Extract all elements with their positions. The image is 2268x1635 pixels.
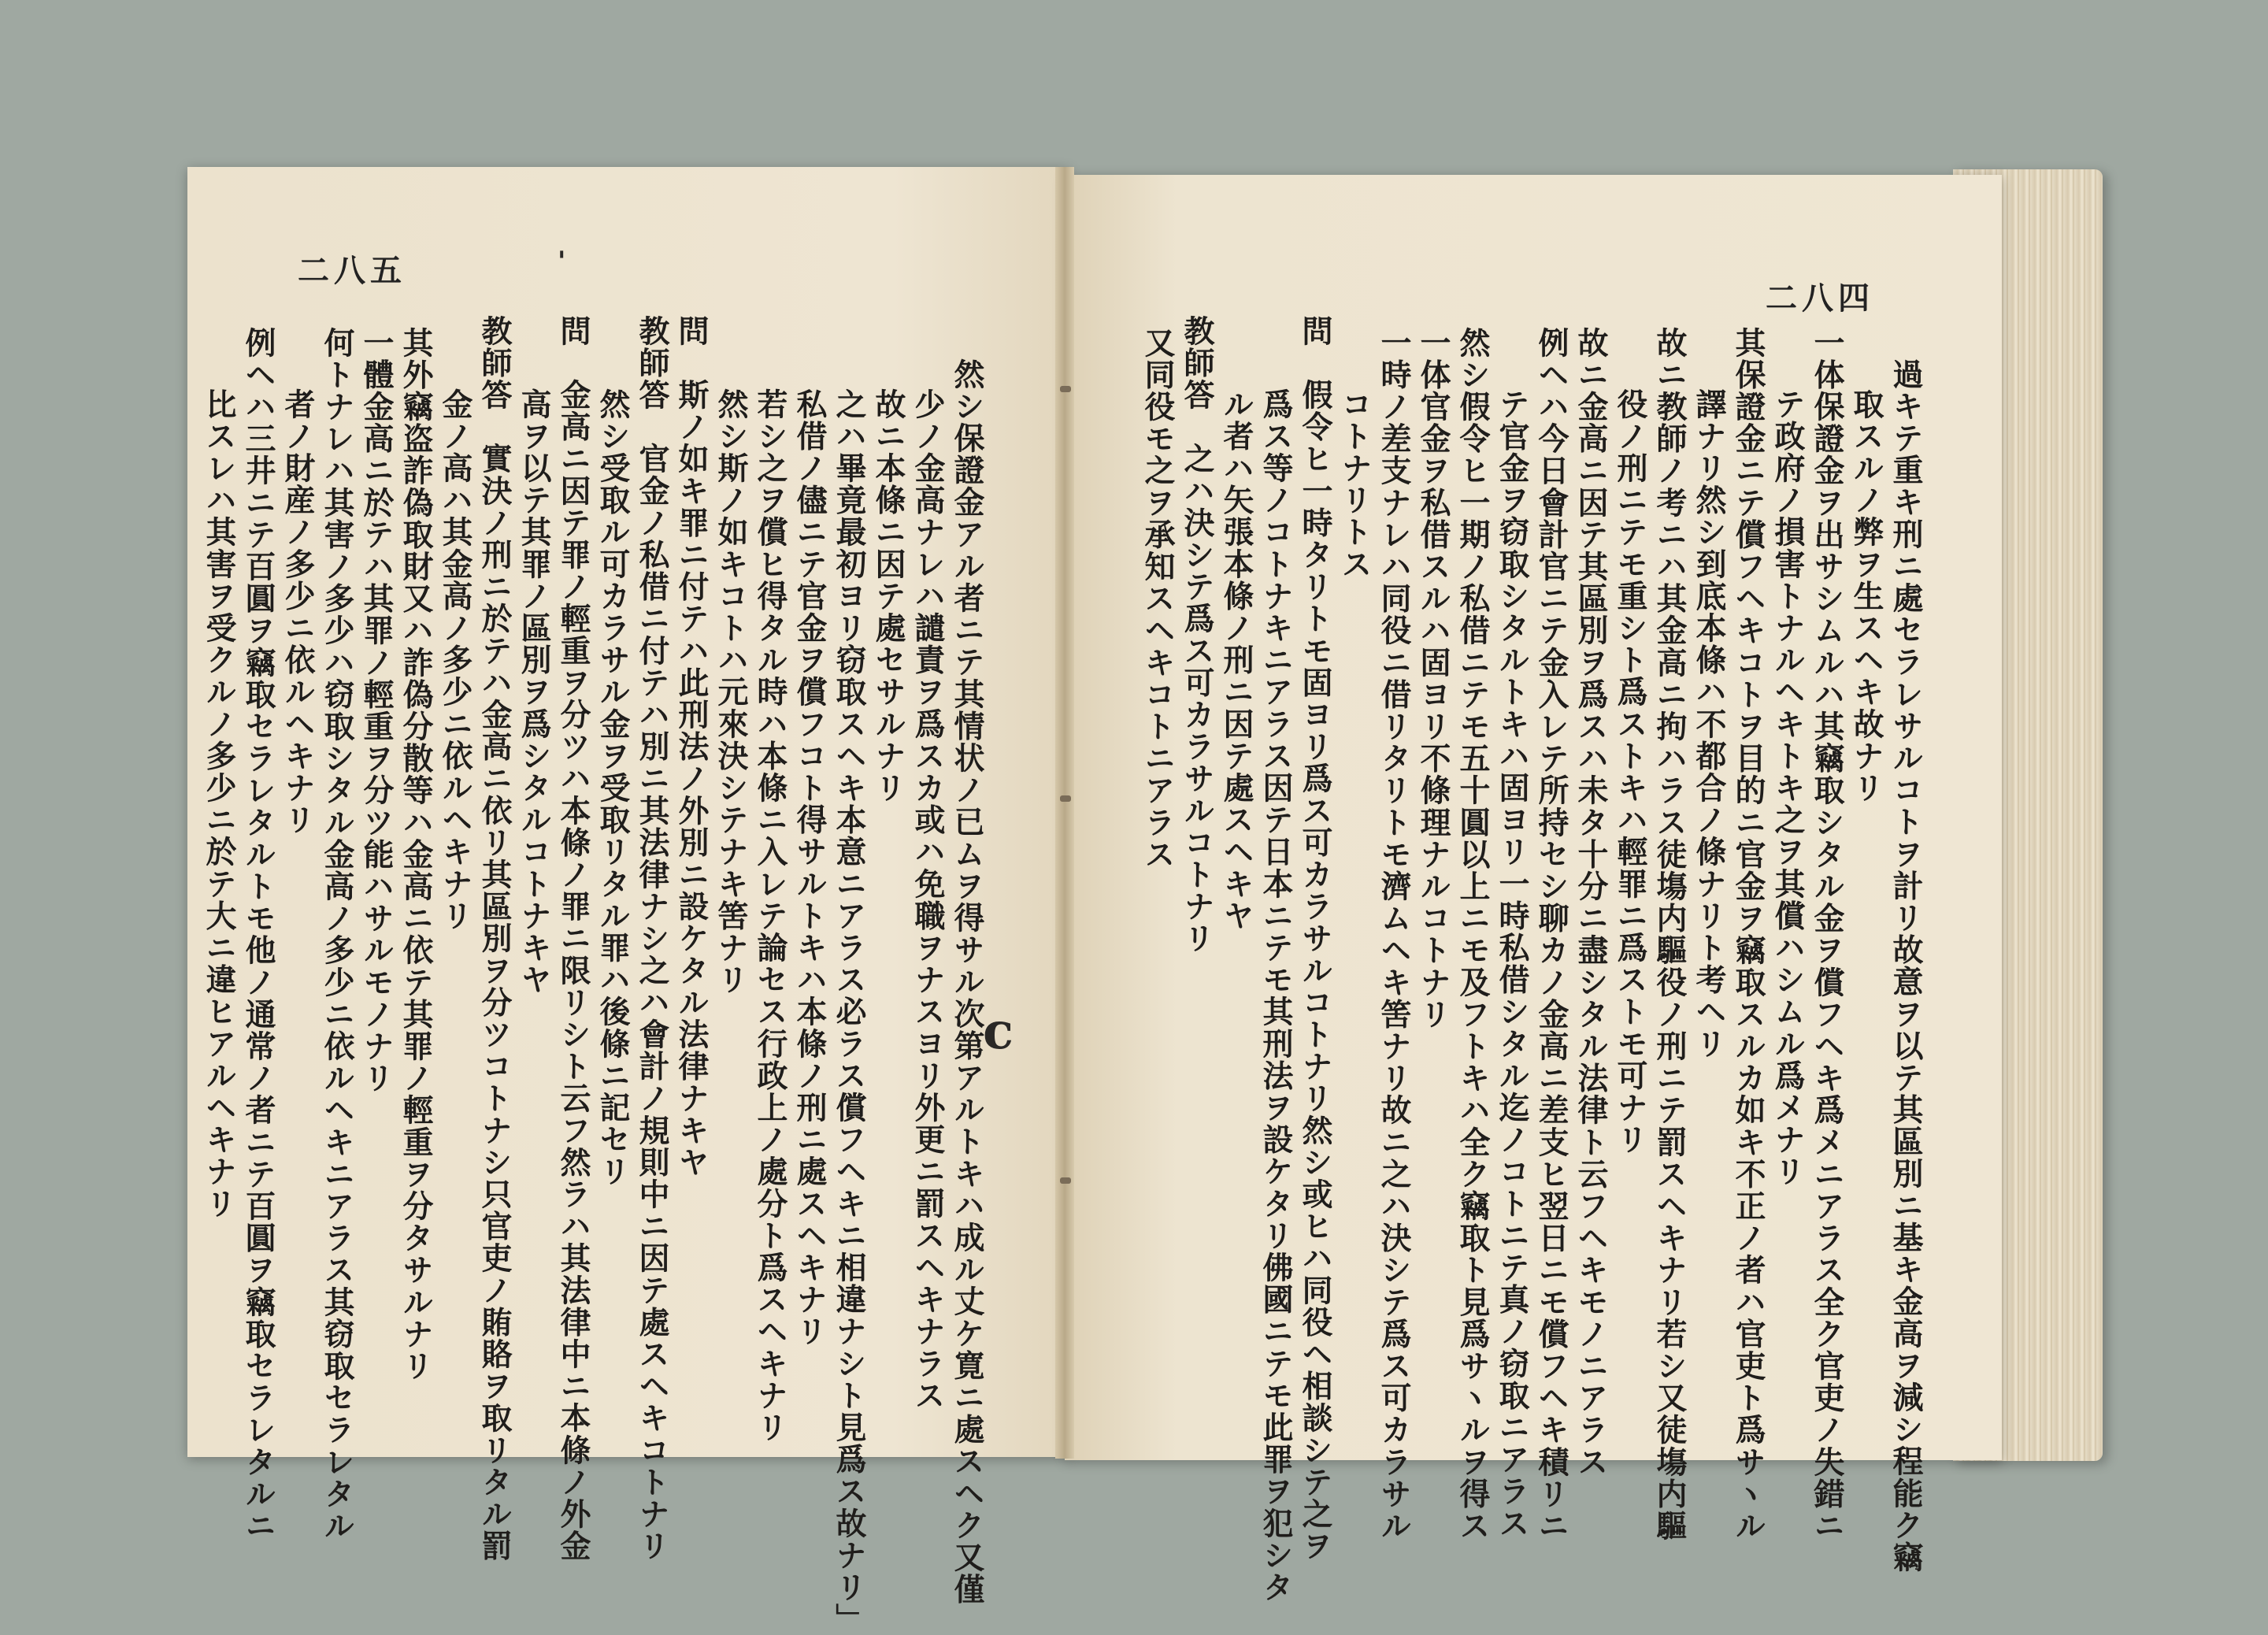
text-column: 一体保證金ヲ出サシムルハ其竊取シタル金ヲ償フヘキ爲メニアラス全ク官吏ノ失錯ニ xyxy=(1809,327,1845,1542)
text-column: 比スレハ其害ヲ受クルノ多少ニ於テ大ニ違ヒアルヘキナリ xyxy=(201,388,237,1220)
text-column: 過キテ重キ刑ニ處セラレサルコトヲ計リ故意ヲ以テ其區別ニ基キ金高ヲ減シ程能ク竊 xyxy=(1888,358,1924,1574)
text-column: 何トナレハ其害ノ多少ハ窃取シタル金高ノ多少ニ依ルヘキニアラス其窃取セラレタル xyxy=(319,327,355,1542)
text-column: 例ヘハ今日會計官ニテ金入レテ所持セシ聊カノ金高ニ差支ヒ翌日ニモ償フヘキ積リニ xyxy=(1533,327,1569,1542)
binding-stitch xyxy=(1060,1177,1071,1184)
text-column: 教師答 實決ノ刑ニ於テハ金高ニ依リ其區別ヲ分ツコトナシ只官吏ノ賄賂ヲ取リタル罰 xyxy=(476,315,513,1563)
text-column: 一體金高ニ於テハ其罪ノ輕重ヲ分ツ能ハサルモノナリ xyxy=(358,327,395,1095)
right-page-number: 二八四 xyxy=(1766,280,1874,317)
text-column: 之ハ畢竟最初ヨリ窃取スヘキ本意ニアラス必ラス償フヘキニ相違ナシト見爲ス故ナリ」 xyxy=(831,388,867,1635)
text-column: 問 金高ニ因テ罪ノ輕重ヲ分ツハ本條ノ罪ニ限リシト云フ然ラハ其法律中ニ本條ノ外金 xyxy=(555,315,591,1563)
binding-stitch xyxy=(1060,795,1071,802)
text-column: 少ノ金高ナレハ譴責ヲ爲スカ或ハ免職ヲナスヨリ外更ニ罰スヘキナラス xyxy=(910,388,946,1412)
text-column: 教師答 官金ノ私借ニ付テハ別ニ其法律ナシ之ハ會計ノ規則中ニ因テ處スヘキコトナリ xyxy=(634,315,670,1563)
text-column: 故ニ本條ニ因テ處セサルナリ xyxy=(870,388,906,804)
text-column: 問 斯ノ如キ罪ニ付テハ此刑法ノ外別ニ設ケタル法律ナキヤ xyxy=(673,315,710,1179)
text-column: 爲ス等ノコトナキニアラス因テ日本ニテモ其刑法ヲ設ケタリ佛國ニテモ此罪ヲ犯シタ xyxy=(1258,388,1294,1603)
text-column: コトナリトス xyxy=(1336,388,1373,580)
text-column: 若シ之ヲ償ヒ得タル時ハ本條ニ入レテ論セス行政上ノ處分ト爲スヘキナリ xyxy=(752,388,788,1444)
text-column: 者ノ財産ノ多少ニ依ルヘキナリ xyxy=(280,388,316,836)
text-column: 故ニ金高ニ因テ其區別ヲ爲スハ未タ十分ニ盡シタル法律ト云フヘキモノニアラス xyxy=(1573,327,1609,1478)
text-column: 私借ノ儘ニテ官金ヲ償フコト得サルトキハ本條ノ刑ニ處スヘキナリ xyxy=(791,388,828,1348)
text-column: 又同役モ之ヲ承知スヘキコトニアラス xyxy=(1140,327,1176,871)
text-column: 金ノ高ハ其金高ノ多少ニ依ルヘキナリ xyxy=(437,388,473,932)
text-column: 高ヲ以テ其罪ノ區別ヲ爲シタルコトナキヤ xyxy=(516,388,552,996)
text-column: ル者ハ矢張本條ノ刑ニ因テ處スヘキヤ xyxy=(1218,388,1254,932)
text-column: 教師答 之ハ決シテ爲ス可カラサルコトナリ xyxy=(1179,315,1215,955)
text-column: 例ヘハ三井ニテ百圓ヲ竊取セラレタルトモ他ノ通常ノ者ニテ百圓ヲ竊取セラレタルニ xyxy=(240,327,276,1542)
text-column: 然シ假令ヒ一期ノ私借ニテモ五十圓以上ニモ及フトキハ全ク竊取ト見爲サヽルヲ得ス xyxy=(1455,327,1491,1542)
text-column: 然シ保證金アル者ニテ其情状ノ已ムヲ得サル次第アルトキハ成ル丈ケ寛ニ處スヘク又僅 xyxy=(949,358,985,1606)
text-column: 問 假令ヒ一時タリトモ固ヨリ爲ス可カラサルコトナリ然シ或ヒハ同役ヘ相談シテ之ヲ xyxy=(1297,315,1333,1563)
text-column: テ政府ノ損害トナルヘキトキ之ヲ其償ハシムル爲メナリ xyxy=(1770,388,1806,1188)
text-column: 其保證金ニテ償フヘキコトヲ目的ニ官金ヲ竊取スルカ如キ不正ノ者ハ官吏ト爲サヽル xyxy=(1730,327,1766,1542)
text-column: 然シ斯ノ如キコトハ元來決シテナキ筈ナリ xyxy=(713,388,749,996)
text-column: 其外竊盗詐偽取財又ハ詐偽分散等ハ金高ニ依テ其罪ノ輕重ヲ分タサルナリ xyxy=(398,327,434,1382)
text-column: 一時ノ差支ナレハ同役ニ借リタリトモ濟ムヘキ筈ナリ故ニ之ハ決シテ爲ス可カラサル xyxy=(1376,327,1412,1542)
text-column: 取スルノ弊ヲ生スヘキ故ナリ xyxy=(1848,388,1884,804)
ink-mark: ' xyxy=(558,246,566,277)
binding-stitch xyxy=(1060,386,1071,392)
book-gutter xyxy=(1055,167,1074,1459)
ink-blot: c xyxy=(983,1002,1014,1061)
left-page-number: 二八五 xyxy=(298,252,406,289)
text-column: 譯ナリ然シ到底本條ハ不都合ノ條ナリト考ヘリ xyxy=(1691,388,1727,1060)
text-column: 一体官金ヲ私借スルハ固ヨリ不條理ナルコトナリ xyxy=(1415,327,1451,1031)
text-column: 役ノ刑ニテモ重シト爲ストキハ輕罪ニ爲ストモ可ナリ xyxy=(1612,388,1648,1156)
text-column: テ官金ヲ窃取シタルトキハ固ヨリ一時私借シタル迄ノコトニテ真ノ窃取ニアラス xyxy=(1494,388,1530,1540)
text-column: 然シ受取ル可カラサル金ヲ受取リタル罪ハ後條ニ記セリ xyxy=(595,388,631,1188)
text-column: 故ニ教師ノ考ニハ其金高ニ拘ハラス徒塲内驅役ノ刑ニテ罰スヘキナリ若シ又徒塲内驅 xyxy=(1651,327,1688,1542)
